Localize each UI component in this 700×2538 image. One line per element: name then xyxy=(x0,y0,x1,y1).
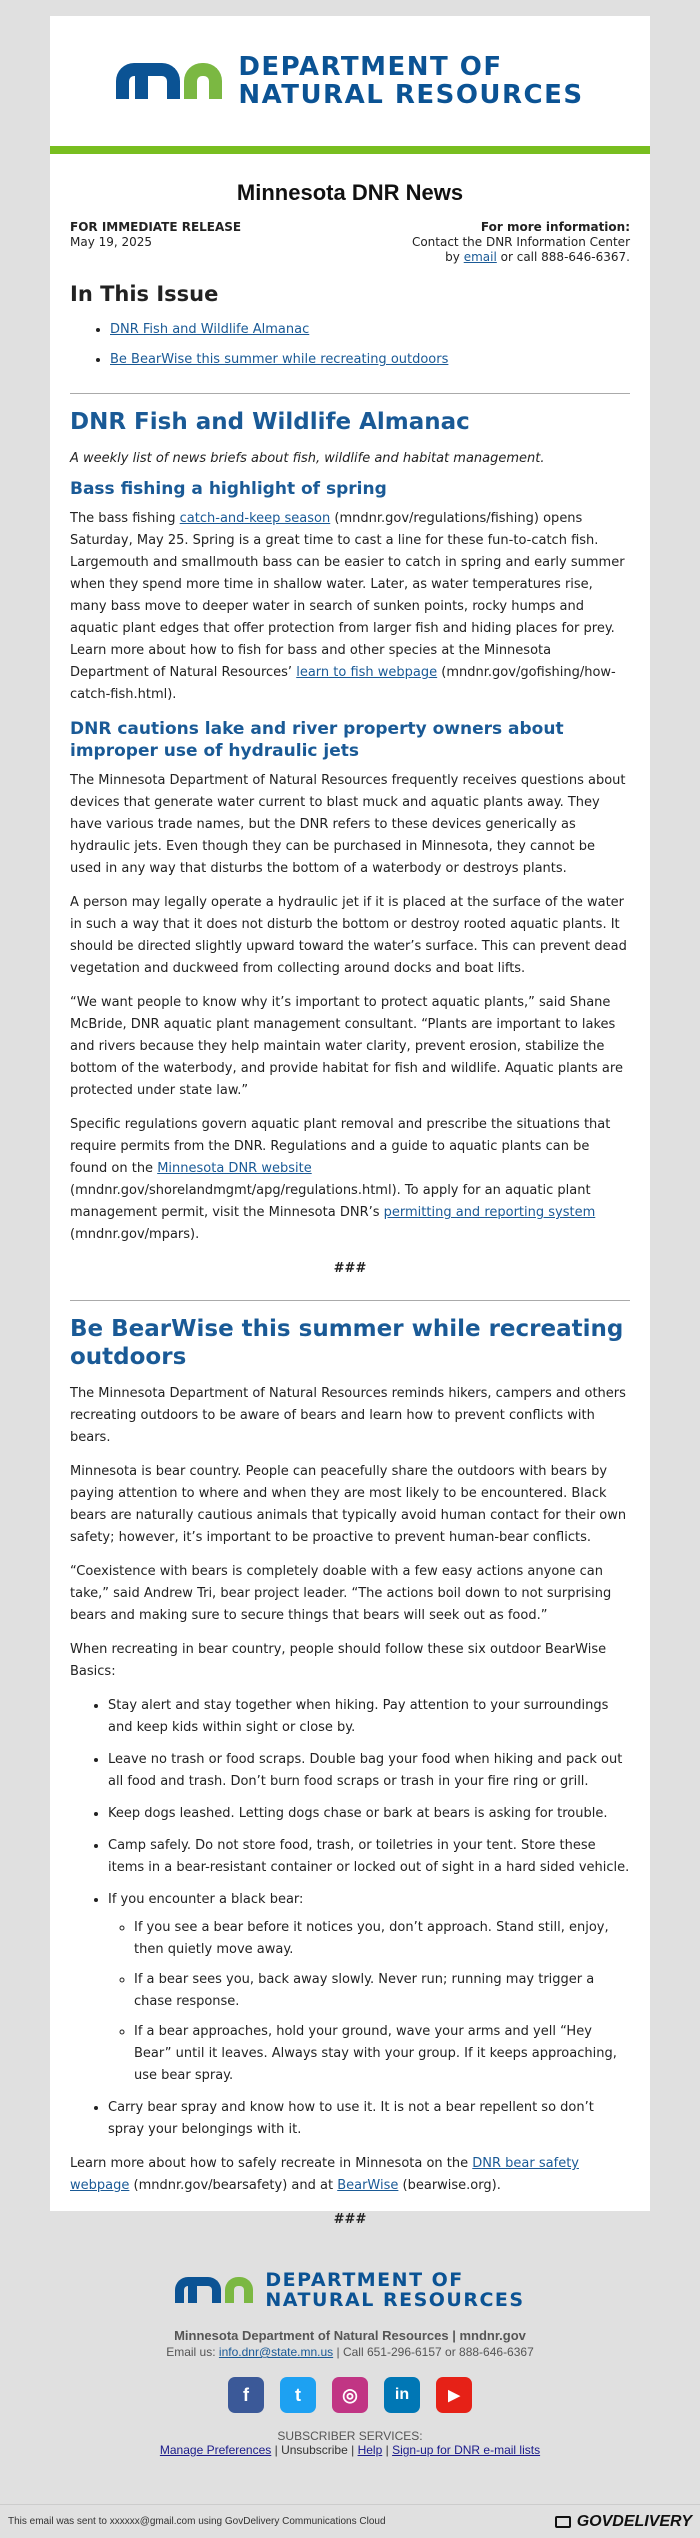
manage-preferences-link[interactable]: Manage Preferences xyxy=(159,2443,272,2457)
facebook-icon[interactable]: f xyxy=(228,2377,264,2413)
linkedin-icon[interactable]: in xyxy=(384,2377,420,2413)
bear-safety-link[interactable]: DNR bear safety webpage xyxy=(70,2156,579,2193)
permitting-link[interactable]: permitting and reporting system xyxy=(383,1205,596,1220)
toc-link-bearwise[interactable]: Be BearWise this summer while recreating outdoors xyxy=(110,352,449,367)
dnr-website-link[interactable]: Minnesota DNR website xyxy=(157,1161,312,1176)
sent-note: This email was sent to xxxxxx@gmail.com using GovDelivery Communications Cloud xyxy=(8,2516,386,2527)
unsubscribe-link[interactable]: | Unsubscribe | xyxy=(274,2443,355,2457)
toc-heading: In This Issue xyxy=(70,282,219,306)
jets-paragraph-3: “We want people to know why it’s important to protect aquatic plants,” said Shane McBride, DNR aquatic plant management consultant. “Plants are important to lakes and rivers because they help maintain water clarity, prevent erosion, stabilize the bottom of the waterbody, and provide habitat for fish and wildlife. Aquatic plants are protected under state law.” xyxy=(70,995,623,1098)
jets-paragraph-4: Specific regulations govern aquatic plant removal and prescribe the situations that require permits from the DNR. Regulations and a guide to aquatic plants can be found on the Minnesota DNR website (mndnr.gov/shorelandmgmt/apg/regulations.html). To apply for an aquatic plant management permit, visit the Minnesota DNR’s permitting and reporting system (mndnr.gov/mpars). xyxy=(70,1117,611,1242)
jets-paragraph-2: A person may legally operate a hydraulic jet if it is placed at the surface of the water in such a way that it does not disturb the bottom or destroy rooted aquatic plants. It should be directed slightly upward toward the water’s surface. This can prevent dead vegetation and duckweed from collecting around docks and boat lifts. xyxy=(70,895,627,976)
almanac-title: DNR Fish and Wildlife Almanac xyxy=(70,409,470,435)
bearwise-tips xyxy=(108,1695,630,2141)
info-line: Contact the DNR Information Center xyxy=(411,235,630,249)
green-divider xyxy=(50,146,650,154)
list-item: ◦ If a bear approaches, hold your ground, wave your arms and yell “Hey Bear” until it leaves. Always stay with your group. If it keeps approaching, use bear spray. xyxy=(134,2021,630,2087)
social-icons xyxy=(0,2377,700,2413)
toc-link-almanac[interactable]: DNR Fish and Wildlife Almanac xyxy=(110,322,310,337)
envelope-icon xyxy=(555,2516,571,2528)
jets-heading: DNR cautions lake and river property owners about improper use of hydraulic jets xyxy=(70,719,564,761)
end-mark: ### xyxy=(333,2212,367,2227)
mn-logo-icon xyxy=(175,2277,253,2303)
footer xyxy=(0,2242,700,2457)
catch-keep-link[interactable]: catch-and-keep season xyxy=(179,511,331,526)
delivery-bar xyxy=(0,2504,700,2538)
footer-email-link[interactable]: info.dnr@state.mn.us xyxy=(218,2345,334,2359)
release-label: FOR IMMEDIATE RELEASE xyxy=(70,220,242,234)
list-item: • If you encounter a black bear: ◦ If you see a bear before it notices you, don’t approach. Stand still, enjoy, then quietly move away. ◦ If a bear sees you, back away slowly. Never run; running may trigger a chase response. ◦ If a bear approaches, hold your ground, wave your arms and yell “Hey Bear” until it leaves. Always stay with your group. If it keeps approaching, use bear spray. xyxy=(108,1889,630,2087)
list-item xyxy=(110,349,630,371)
mn-logo-icon xyxy=(116,63,222,99)
signup-link[interactable]: Sign-up for DNR e-mail lists xyxy=(392,2443,541,2457)
logo-line-1: DEPARTMENT OF xyxy=(238,52,503,82)
info-by: by xyxy=(445,250,460,264)
bearwise-paragraph-3: “Coexistence with bears is completely doable with a few easy actions anyone can take,” said Andrew Tri, bear project leader. “The actions boil down to not surprising bears and making sure to secure things that bears will seek out as food.” xyxy=(70,1564,612,1623)
end-mark: ### xyxy=(333,1261,367,1276)
list-item: • Keep dogs leashed. Letting dogs chase or bark at bears is asking for trouble. xyxy=(108,1803,630,1825)
bearwise-paragraph-2: Minnesota is bear country. People can peacefully share the outdoors with bears by paying attention to where and when they are most likely to be encountered. Black bears are naturally cautious animals that typically avoid human contact for their own safety; however, it’s important to be proactive to prevent human-bear conflicts. xyxy=(70,1464,627,1545)
toc-list xyxy=(110,319,630,371)
list-item xyxy=(110,319,630,341)
footer-contact: Email us: info.dnr@state.mn.us | Call 651-296-6157 or 888-646-6367 xyxy=(166,2345,534,2359)
section-divider xyxy=(70,1300,630,1301)
release-meta xyxy=(70,220,630,265)
bass-heading: Bass fishing a highlight of spring xyxy=(70,479,387,499)
instagram-icon[interactable]: ◎ xyxy=(332,2377,368,2413)
almanac-lead: A weekly list of news briefs about fish, wildlife and habitat management. xyxy=(70,451,545,466)
logo-line-1: DEPARTMENT OF xyxy=(265,2269,464,2291)
footer-org: Minnesota Department of Natural Resources | mndnr.gov xyxy=(174,2328,526,2343)
twitter-icon[interactable]: t xyxy=(280,2377,316,2413)
learn-fish-link[interactable]: learn to fish webpage xyxy=(296,665,438,680)
logo-line-2: NATURAL RESOURCES xyxy=(238,80,584,110)
list-item: • Stay alert and stay together when hiking. Pay attention to your surroundings and keep kids within sight or close by. xyxy=(108,1695,630,1739)
jets-paragraph-1: The Minnesota Department of Natural Resources frequently receives questions about devices that generate water current to blast muck and aquatic plants away. They have various trade names, but the DNR refers to these devices generically as hydraulic jets. Even though they can be purchased in Minnesota, they cannot be used in any way that disturbs the bottom of a waterbody or destroys plants. xyxy=(70,773,626,876)
youtube-icon[interactable]: ▶ xyxy=(436,2377,472,2413)
encounter-list xyxy=(134,1917,630,2087)
list-item: • Leave no trash or food scraps. Double bag your food when hiking and pack out all food and trash. Don’t burn food scraps or trash in your fire ring or grill. xyxy=(108,1749,630,1793)
bearwise-paragraph-4: When recreating in bear country, people should follow these six outdoor BearWise Basics: xyxy=(70,1642,607,1679)
bearwise-paragraph-1: The Minnesota Department of Natural Resources reminds hikers, campers and others recreating outdoors to be aware of bears and learn how to prevent conflicts with bears. xyxy=(70,1386,626,1445)
subscriber-links: Manage Preferences | Unsubscribe | Help | Sign-up for DNR e-mail lists xyxy=(159,2443,541,2457)
list-item: • Carry bear spray and know how to use it. It is not a bear repellent so don’t spray your belongings with it. xyxy=(108,2097,630,2141)
logo-line-2: NATURAL RESOURCES xyxy=(265,2289,525,2311)
page-title: Minnesota DNR News xyxy=(236,180,464,205)
info-phone: or call 888-646-6367. xyxy=(500,250,630,264)
dnr-logo xyxy=(50,16,650,146)
section-divider xyxy=(70,393,630,394)
subscriber-label: SUBSCRIBER SERVICES: xyxy=(277,2429,423,2443)
list-item: ◦ If a bear sees you, back away slowly. Never run; running may trigger a chase response. xyxy=(134,1969,630,2013)
newsletter-card xyxy=(50,16,650,2227)
release-date: May 19, 2025 xyxy=(70,235,153,249)
bearwise-link[interactable]: BearWise xyxy=(337,2178,399,2193)
list-item: ◦ If you see a bear before it notices you, don’t approach. Stand still, enjoy, then quietly move away. xyxy=(134,1917,630,1961)
bearwise-title: Be BearWise this summer while recreating outdoors xyxy=(70,1316,624,1370)
list-item: • Camp safely. Do not store food, trash, or toiletries in your tent. Store these items in a bear-resistant container or locked out of sight in a hard sided vehicle. xyxy=(108,1835,630,1879)
help-link[interactable]: Help xyxy=(357,2443,383,2457)
footer-logo xyxy=(0,2270,700,2310)
email-link[interactable]: email xyxy=(463,250,497,264)
govdelivery-logo: GOVDELIVERY xyxy=(555,2513,692,2531)
info-label: For more information: xyxy=(480,220,630,234)
bass-paragraph: The bass fishing catch-and-keep season (mndnr.gov/regulations/fishing) opens Saturday, May 25. Spring is a great time to cast a line for these fun-to-catch fish. Largemouth and smallmouth bass can be easier to catch in spring and early summer when they spend more time in shallow water. Later, as water temperatures rise, many bass move to deeper water in search of sunken points, rocky humps and aquatic plant edges that offer protection from larger fish and hiding places for prey. Learn more about how to fish for bass and other species at the Minnesota Department of Natural Resources’ learn to fish webpage (mndnr.gov/gofishing/how-catch-fish.html). xyxy=(70,511,625,702)
bearwise-paragraph-5: Learn more about how to safely recreate in Minnesota on the DNR bear safety webpage (mndnr.gov/bearsafety) and at BearWise (bearwise.org). xyxy=(70,2156,579,2193)
